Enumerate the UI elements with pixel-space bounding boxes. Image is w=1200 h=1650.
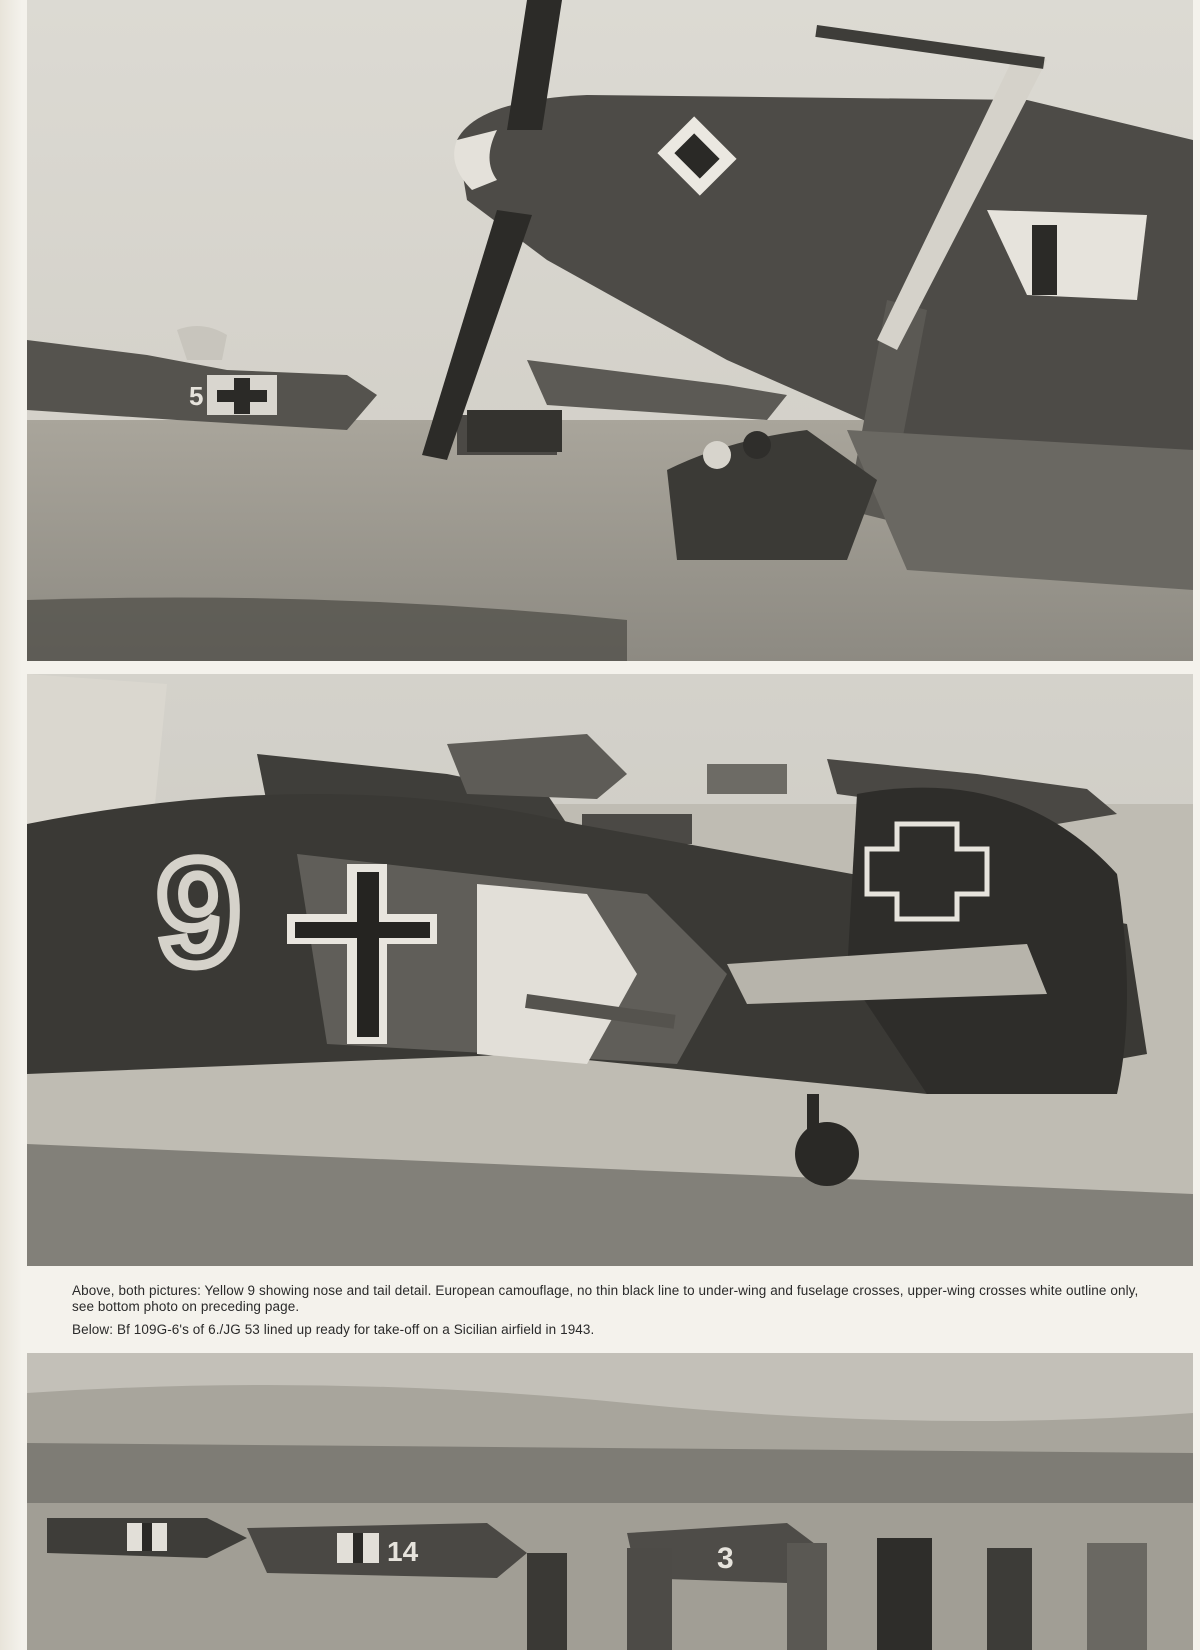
aircraft-number-3: 3 [717,1542,734,1575]
page-binding-edge [0,0,22,1650]
photo-nose-detail [27,0,1193,661]
photo-airfield-lineup [27,1353,1193,1650]
caption-above: Above, both pictures: Yellow 9 showing nose and tail detail. European camouflage, no thin black line to under-wing and fuselage crosses, upper-wing crosses white outline only, see bottom photo on preceding page. [72,1283,1139,1314]
caption-below: Below: Bf 109G-6's of 6./JG 53 lined up ready for take-off on a Sicilian airfield in 1943. [72,1322,595,1337]
photo-tail-detail [27,674,1193,1266]
aircraft-number-14: 14 [387,1536,419,1567]
aircraft-number-5: 5 [189,381,204,411]
aircraft-number-9: 9 [157,828,241,996]
